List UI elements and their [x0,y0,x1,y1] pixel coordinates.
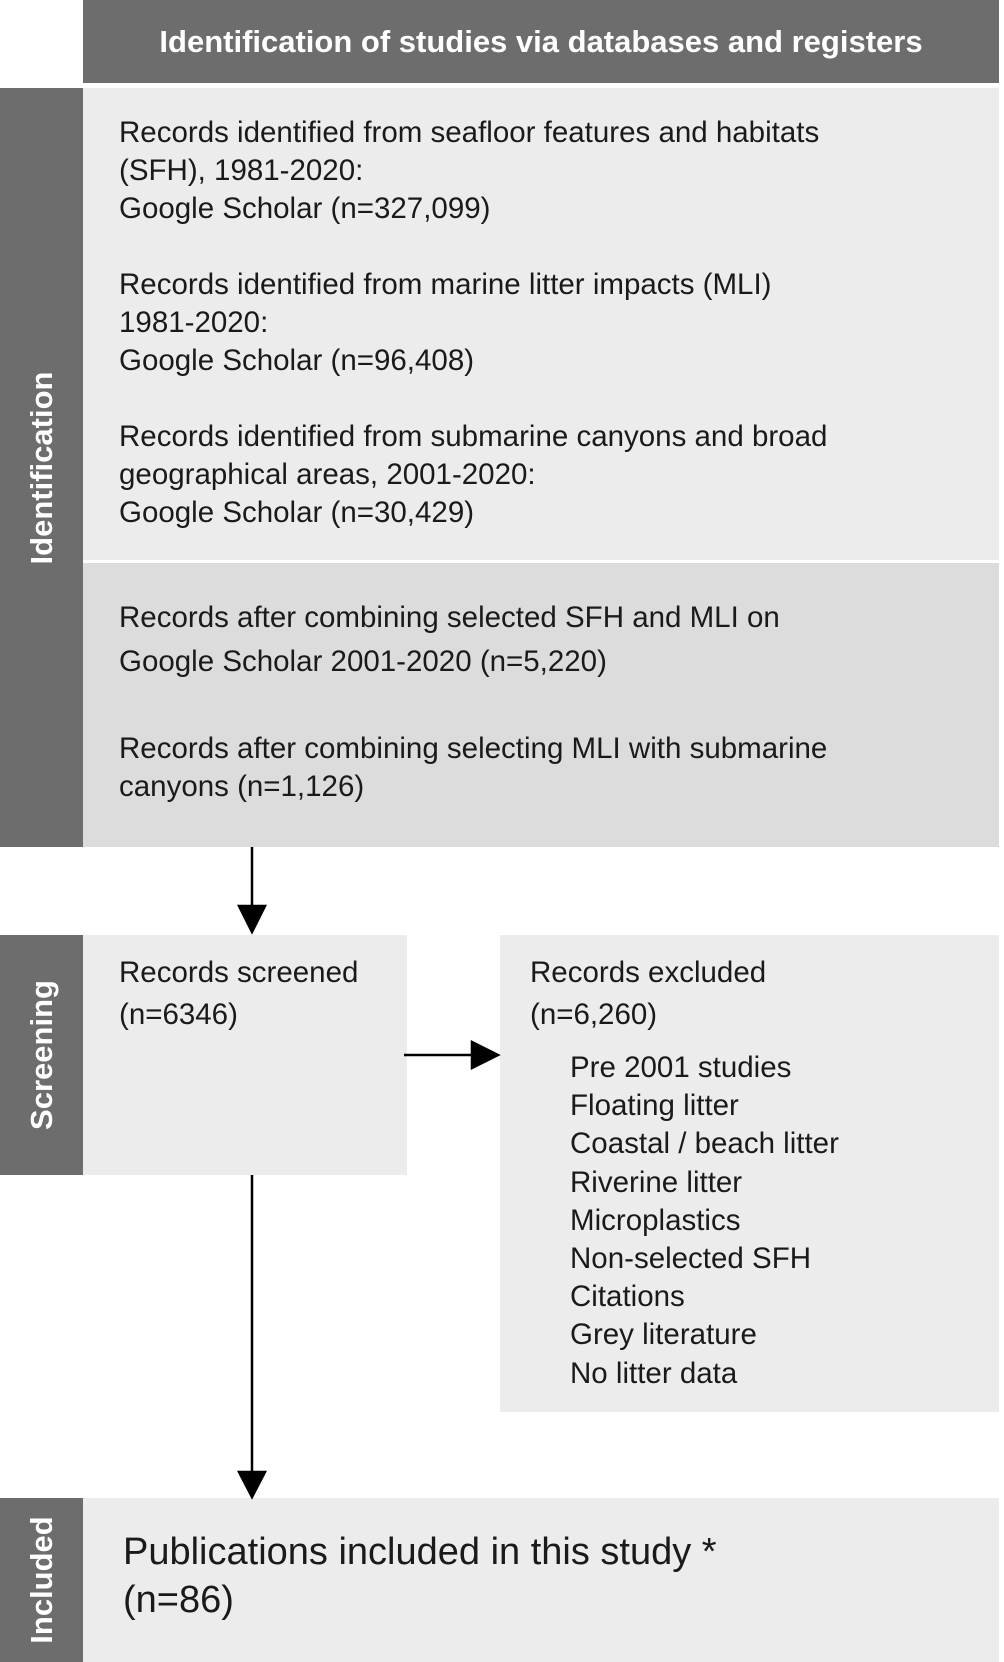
exclusion-reason: No litter data [570,1356,738,1390]
records-sfh-line: (SFH), 1981-2020: [119,154,364,187]
arrow-screened-to-excluded-head [472,1042,498,1068]
flow-header [83,0,999,83]
stage-screening-label: Screening [23,980,59,1130]
records-combined-line: Records after combining selecting MLI with submarine [119,732,828,765]
flow-header-title: Identification of studies via databases and registers [159,23,923,59]
records-canyons-line: Google Scholar (n=30,429) [119,496,475,529]
records-combined-line: Records after combining selected SFH and MLI on [119,601,780,634]
publications-included-count: (n=86) [123,1579,234,1621]
arrow-combined-to-screened-head [239,906,265,932]
records-combined-line: Google Scholar 2001-2020 (n=5,220) [119,645,607,678]
records-combined-sfh-mli [119,596,979,684]
publications-included-line: Publications included in this study * [123,1531,717,1573]
records-mli [119,266,979,380]
records-screened-box [83,935,407,1175]
stage-identification-label: Identification [23,371,59,564]
records-excluded-box [500,935,999,1412]
records-combined-mli-canyons [119,730,979,806]
records-sfh-line: Google Scholar (n=327,099) [119,192,491,225]
records-combined-box [83,563,999,847]
records-sfh-line: Records identified from seafloor features and habitats [119,116,820,149]
records-screened-line: Records screened [119,956,359,989]
exclusion-reason: Microplastics [570,1203,741,1237]
exclusion-reasons-list [570,1049,839,1393]
records-canyons-line: geographical areas, 2001-2020: [119,458,536,491]
stage-screening [0,935,83,1175]
exclusion-reason: Floating litter [570,1089,739,1123]
records-excluded-line: Records excluded [530,956,767,989]
publications-included-text [123,1528,717,1624]
records-mli-line: Records identified from marine litter impacts (MLI) [119,268,772,301]
records-mli-line: 1981-2020: [119,306,269,339]
records-excluded-text [530,952,766,1036]
records-sfh [119,114,979,228]
exclusion-reason: Citations [570,1280,685,1314]
publications-included-box [83,1498,999,1662]
records-canyons-line: Records identified from submarine canyons and broad [119,420,828,453]
stage-identification [0,88,83,847]
records-screened-text [119,952,358,1036]
exclusion-reason: Grey literature [570,1318,757,1352]
records-combined-line: canyons (n=1,126) [119,770,365,803]
records-mli-line: Google Scholar (n=96,408) [119,344,475,377]
stage-included [0,1498,83,1662]
exclusion-reason: Pre 2001 studies [570,1051,792,1084]
exclusion-reason: Coastal / beach litter [570,1127,839,1161]
stage-included-label: Included [23,1516,59,1644]
arrow-screened-to-included-head [239,1472,265,1497]
records-identified-box [83,88,999,560]
exclusion-reason: Non-selected SFH [570,1242,812,1276]
records-excluded-count: (n=6,260) [530,998,658,1031]
records-canyons [119,418,979,532]
records-screened-count: (n=6346) [119,998,238,1031]
exclusion-reason: Riverine litter [570,1165,743,1199]
